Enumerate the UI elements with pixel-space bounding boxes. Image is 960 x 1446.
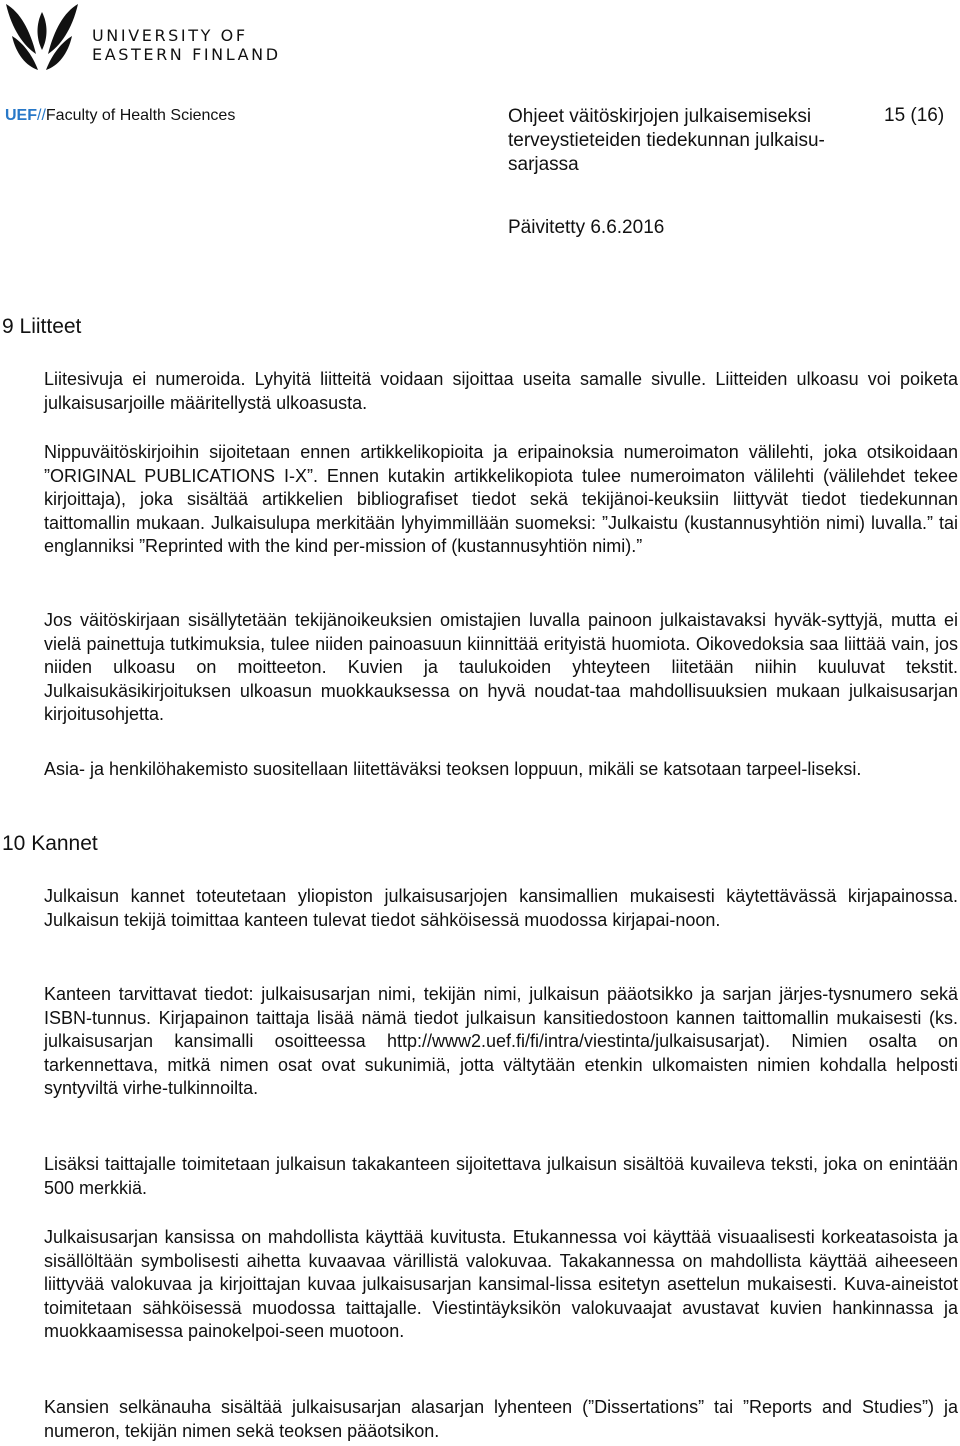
logo-university-of: UNIVERSITY OF [92,26,248,45]
paragraph: Julkaisun kannet toteutetaan yliopiston julkaisusarjojen kansimallien mukaisesti käytettävässä kirjapainossa. Julkaisun tekijä toimittaa kanteen tulevat tiedot sähköisessä muodossa kirjapai-noon. [44,886,958,930]
faculty-label [5,107,235,125]
paragraph: Lisäksi taittajalle toimitetaan julkaisun takakanteen sijoitettava julkaisun sisältöä kuvaileva teksti, joka on enintään 500 merkkiä. [44,1154,958,1198]
paragraph: Liitesivuja ei numeroida. Lyhyitä liitteitä voidaan sijoittaa useita samalle sivulle. Liitteiden ulkoasu voi poiketa julkaisusarjoille määritellystä ulkoasusta. [44,369,958,413]
paragraph: Nippuväitöskirjoihin sijoitetaan ennen artikkelikopioita ja eripainoksia numeroimaton välilehti, joka otsikoidaan ”ORIGINAL PUBLICATIONS I-X”. Ennen kutakin artikkelikopiota tulee numeroimaton välilehti (välilehdet tekee kirjoittaja), joka sisältää artikkelien bibliografiset tiedot sekä tekijänoi-keuksiin liittyvät tiedot tiedekunnan taittomallin mukaan. Julkaisulupa merkitään lyhyimmillään suomeksi: ”Julkaistu (kustannusyhtiön nimi) luvalla.” tai englanniksi ”Reprinted with the kind per-mission of (kustannusyhtiön nimi).” [44,442,958,556]
section-heading-kannet: 10 Kannet [2,832,98,855]
faculty-slash: // [37,107,46,124]
paragraph: Jos väitöskirjaan sisällytetään tekijänoikeuksien omistajien luvalla painoon julkaistavaksi hyväk-syttyjä, mutta ei vielä painettuja tutkimuksia, tulee niiden painoasuun kiinnittää erityistä huomiota. Oikovedoksia saa liittää vain, jos niiden ulkoasu on moitteeton. Kuvien ja taulukoiden yhteyteen liitetään niihin kuuluvat tekstit. Julkaisukäsikirjoituksen ulkoasun muokkauksessa on hyvä noudat-taa mahdollisuuksien mukaan julkaisusarjan kirjoitusohjetta. [44,610,958,724]
section-heading-liitteet: 9 Liitteet [2,315,82,338]
uef-logo [0,0,281,78]
faculty-uef: UEF [5,107,37,124]
paragraph: Kanteen tarvittavat tiedot: julkaisusarjan nimi, tekijän nimi, julkaisun pääotsikko ja sarjan järjes-tysnumero sekä ISBN-tunnus. Kirjapainon taittaja lisää nämä tiedot julkaisun kansitiedostoon kannen taittomallin mukaisesti (ks. julkaisusarjan kansimalli osoitteessa http://www2.uef.fi/fi/intra/viestinta/julkaisusarjat). Nimien osalta on tarkennettava, mitkä nimen osat ovat sukunimiä, jotta vältytään etenkin ulkomaisten nimien kohdalla helposti syntyviltä virhe-tulkinnoilta. [44,984,958,1098]
paragraph: Kansien selkänauha sisältää julkaisusarjan alasarjan lyhenteen (”Dissertations” tai ”Reports and Studies”) ja numeron, tekijän nimen sekä teoksen pääotsikon. [44,1397,958,1441]
paragraph: Julkaisusarjan kansissa on mahdollista käyttää kuvitusta. Etukannessa voi käyttää visuaalisesti korkeatasoista ja sisällöltään symbolisesti aihetta kuvaavaa värillistä valokuvaa. Takakannessa on mahdollista käyttää aiheeseen liittyvää valokuvaa ja kirjoittajan kuvaa julkaisusarjan kansimal-lissa esitetyn asettelun mukaisesti. Kuva-aineistot toimitetaan sähköisessä muodossa taittajalle. Viestintäyksikön valokuvaajat avustavat kuvien hankinnassa ja muokkaamisessa painokelpoi-seen muotoon. [44,1227,958,1341]
faculty-name: Faculty of Health Sciences [45,107,236,124]
page-number: 15 (16) [884,105,945,126]
updated-date: Päivitetty 6.6.2016 [508,217,665,238]
logo-eastern-finland: EASTERN FINLAND [92,45,281,64]
paragraph: Asia- ja henkilöhakemisto suositellaan liitettäväksi teoksen loppuun, mikäli se katsotaan tarpeel-liseksi. [44,759,862,779]
document-title: Ohjeet väitöskirjojen julkaisemiseksi terveystieteiden tiedekunnan julkaisu-sarjassa [508,106,825,175]
uef-leaf-emblem-icon [2,2,82,76]
